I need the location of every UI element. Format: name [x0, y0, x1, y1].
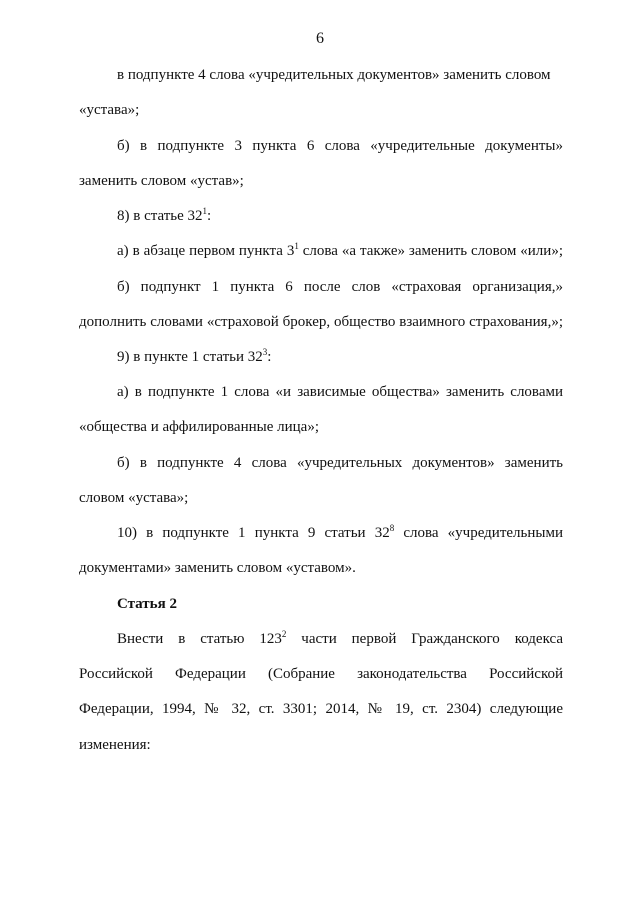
text-line: Российской Федерации (Собрание законодательства Российской — [79, 666, 563, 682]
paragraph-line — [79, 728, 563, 763]
paragraph-line — [79, 410, 563, 445]
paragraph-line — [79, 305, 563, 340]
paragraph-line — [79, 446, 563, 481]
text-run: 9) в пункте 1 статьи 32 — [117, 349, 263, 365]
page-number: 6 — [316, 30, 324, 47]
text-line — [117, 516, 563, 551]
superscript: 3 — [262, 347, 268, 357]
paragraph-line — [79, 622, 563, 657]
paragraph-line — [79, 93, 563, 128]
text-line: в подпункте 4 слова «учредительных документов» заменить словом — [117, 67, 551, 83]
paragraph-line — [79, 375, 563, 410]
superscript: 1 — [294, 241, 299, 251]
text-line: изменения: — [79, 737, 151, 753]
text-run: слова «а также» заменить словом «или»; — [298, 243, 563, 259]
text-line — [117, 622, 563, 657]
paragraph-line — [79, 270, 563, 305]
text-run: : — [267, 349, 272, 365]
text-run: Внести в статью 123 — [117, 631, 282, 647]
superscript: 1 — [202, 206, 208, 216]
text-line — [117, 199, 563, 234]
paragraph-line — [79, 551, 563, 586]
paragraph-line — [79, 58, 563, 93]
text-run: : — [207, 208, 212, 224]
text-line: Федерации, 1994, № 32, ст. 3301; 2014, № 19, ст. 2304) следующие — [79, 701, 563, 717]
text-run: а) в абзаце первом пункта 3 — [117, 243, 295, 259]
text-run: части первой Гражданского кодекса — [286, 631, 563, 647]
text-run: 10) в подпункте 1 пункта 9 статьи 32 — [117, 525, 390, 541]
text-line: словом «устава»; — [79, 490, 189, 506]
paragraph-line — [79, 340, 563, 375]
text-line: документами» заменить словом «уставом». — [79, 560, 356, 576]
paragraph-line — [79, 199, 563, 234]
text-run: слова «учредительными — [394, 525, 563, 541]
superscript: 2 — [281, 629, 287, 639]
text-line: б) в подпункте 4 слова «учредительных документов» заменить — [117, 455, 563, 471]
text-line: дополнить словами «страховой брокер, общество взаимного страхования,»; — [79, 314, 563, 330]
superscript: 8 — [389, 523, 395, 533]
text-line: «общества и аффилированные лица»; — [79, 419, 319, 435]
paragraph-line — [79, 516, 563, 551]
paragraph-line — [79, 657, 563, 692]
paragraph-line — [79, 129, 563, 164]
text-line: заменить словом «устав»; — [79, 173, 244, 189]
text-line — [117, 234, 563, 269]
heading-text: Статья 2 — [117, 596, 177, 612]
paragraph-line — [79, 164, 563, 199]
paragraph-line — [79, 692, 563, 727]
paragraph-line — [79, 234, 563, 269]
article-heading — [79, 587, 563, 622]
text-run: 8) в статье 32 — [117, 208, 203, 224]
text-line: а) в подпункте 1 слова «и зависимые общества» заменить словами — [117, 384, 563, 400]
text-line: «устава»; — [79, 102, 140, 118]
text-line: б) подпункт 1 пункта 6 после слов «страховая организация,» — [117, 279, 563, 295]
text-line — [117, 340, 563, 375]
text-line: б) в подпункте 3 пункта 6 слова «учредительные документы» — [117, 138, 563, 154]
paragraph-line — [79, 481, 563, 516]
